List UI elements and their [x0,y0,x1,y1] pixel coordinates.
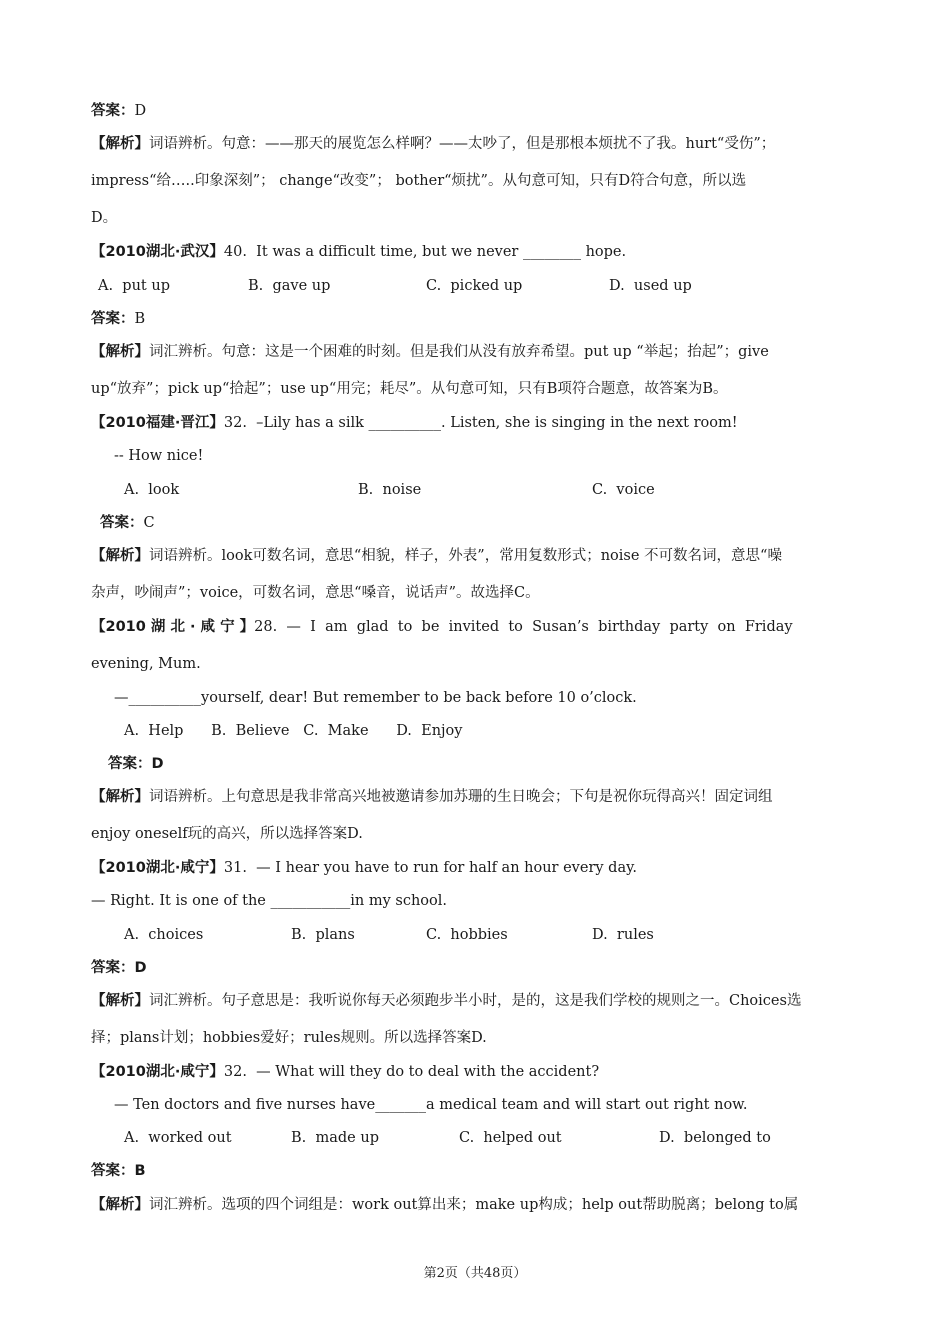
answer-line: 答案：C [100,515,155,531]
analysis-line: 杂声，吵闹声”；voice，可数名词，意思“嗓音，说话声”。故选择C。 [91,585,540,601]
option-d: D. used up [609,278,692,294]
option-c: C. helped out [459,1130,562,1146]
option-b: B. noise [358,482,422,498]
question-line: 【2010湖北·咸宁】31. — I hear you have to run for half an hour every day. [91,860,637,876]
analysis-line: enjoy oneself玩的高兴，所以选择答案D. [91,826,363,842]
analysis-line: 择；plans计划；hobbies爱好；rules规则。所以选择答案D. [91,1030,487,1046]
option-b: B. gave up [248,278,331,294]
analysis-line: 【解析】词语辨析。句意：——那天的展览怎么样啊？——太吵了，但是那根本烦扰不了我。hurt“受伤”； [91,136,776,152]
option-b: B. made up [291,1130,379,1146]
page-footer: 第2页（共48页） [423,1266,527,1281]
answer-line: 答案：D [91,960,147,976]
option-c: C. voice [592,482,655,498]
option-b: B. plans [291,927,355,943]
option-d: D. rules [592,927,654,943]
question-line: -- How nice! [114,448,204,464]
analysis-line: 【解析】词汇辨析。句意：这是一个困难的时刻。但是我们从没有放弃希望。put up “举起；抬起”；give [91,344,769,360]
question-line: 【2010 湖 北 · 咸 宁 】28. — I am glad to be invited to Susan’s birthday party on Friday [91,619,793,635]
option-a: A. worked out [124,1130,232,1146]
question-line: — Right. It is one of the ___________in my school. [91,893,447,909]
question-line: —__________yourself, dear! But remember to be back before 10 o’clock. [114,690,637,706]
option-a: A. put up [98,278,170,294]
question-line: 【2010湖北·咸宁】32. — What will they do to deal with the accident? [91,1064,600,1080]
question-line: 【2010湖北·武汉】40. It was a difficult time, but we never ________ hope. [91,244,627,260]
question-line: — Ten doctors and five nurses have_______a medical team and will start out right now. [114,1097,748,1113]
option-d: D. belonged to [659,1130,771,1146]
answer-line: 答案：B [91,1163,146,1179]
option-c: C. picked up [426,278,523,294]
options-row: A. Help B. Believe C. Make D. Enjoy [124,723,463,739]
analysis-line: D。 [91,210,118,226]
answer-line: 答案：D [108,756,164,772]
analysis-line: up“放弃”；pick up“拾起”；use up“用完；耗尽”。从句意可知，只有B项符合题意，故答案为B。 [91,381,728,397]
analysis-line: impress“给…..印象深刻”； change“改变”； bother“烦扰”。从句意可知，只有D符合句意，所以选 [91,173,747,189]
option-a: A. look [124,482,180,498]
option-c: C. hobbies [426,927,508,943]
analysis-line: 【解析】词汇辨析。选项的四个词组是：work out算出来；make up构成；help out帮助脱离；belong to属 [91,1197,799,1213]
answer-line: 答案：D [91,103,147,119]
question-line: evening, Mum. [91,656,201,672]
analysis-line: 【解析】词语辨析。上句意思是我非常高兴地被邀请参加苏珊的生日晚会；下句是祝你玩得高兴！固定词组 [91,789,773,805]
analysis-line: 【解析】词语辨析。look可数名词，意思“相貌，样子，外表”，常用复数形式；noise 不可数名词，意思“噪 [91,548,782,564]
question-line: 【2010福建·晋江】32. –Lily has a silk __________. Listen, she is singing in the next room! [91,415,738,431]
analysis-line: 【解析】词汇辨析。句子意思是：我听说你每天必须跑步半小时，是的，这是我们学校的规则之一。Choices选 [91,993,802,1009]
answer-line: 答案：B [91,311,146,327]
option-a: A. choices [124,927,204,943]
